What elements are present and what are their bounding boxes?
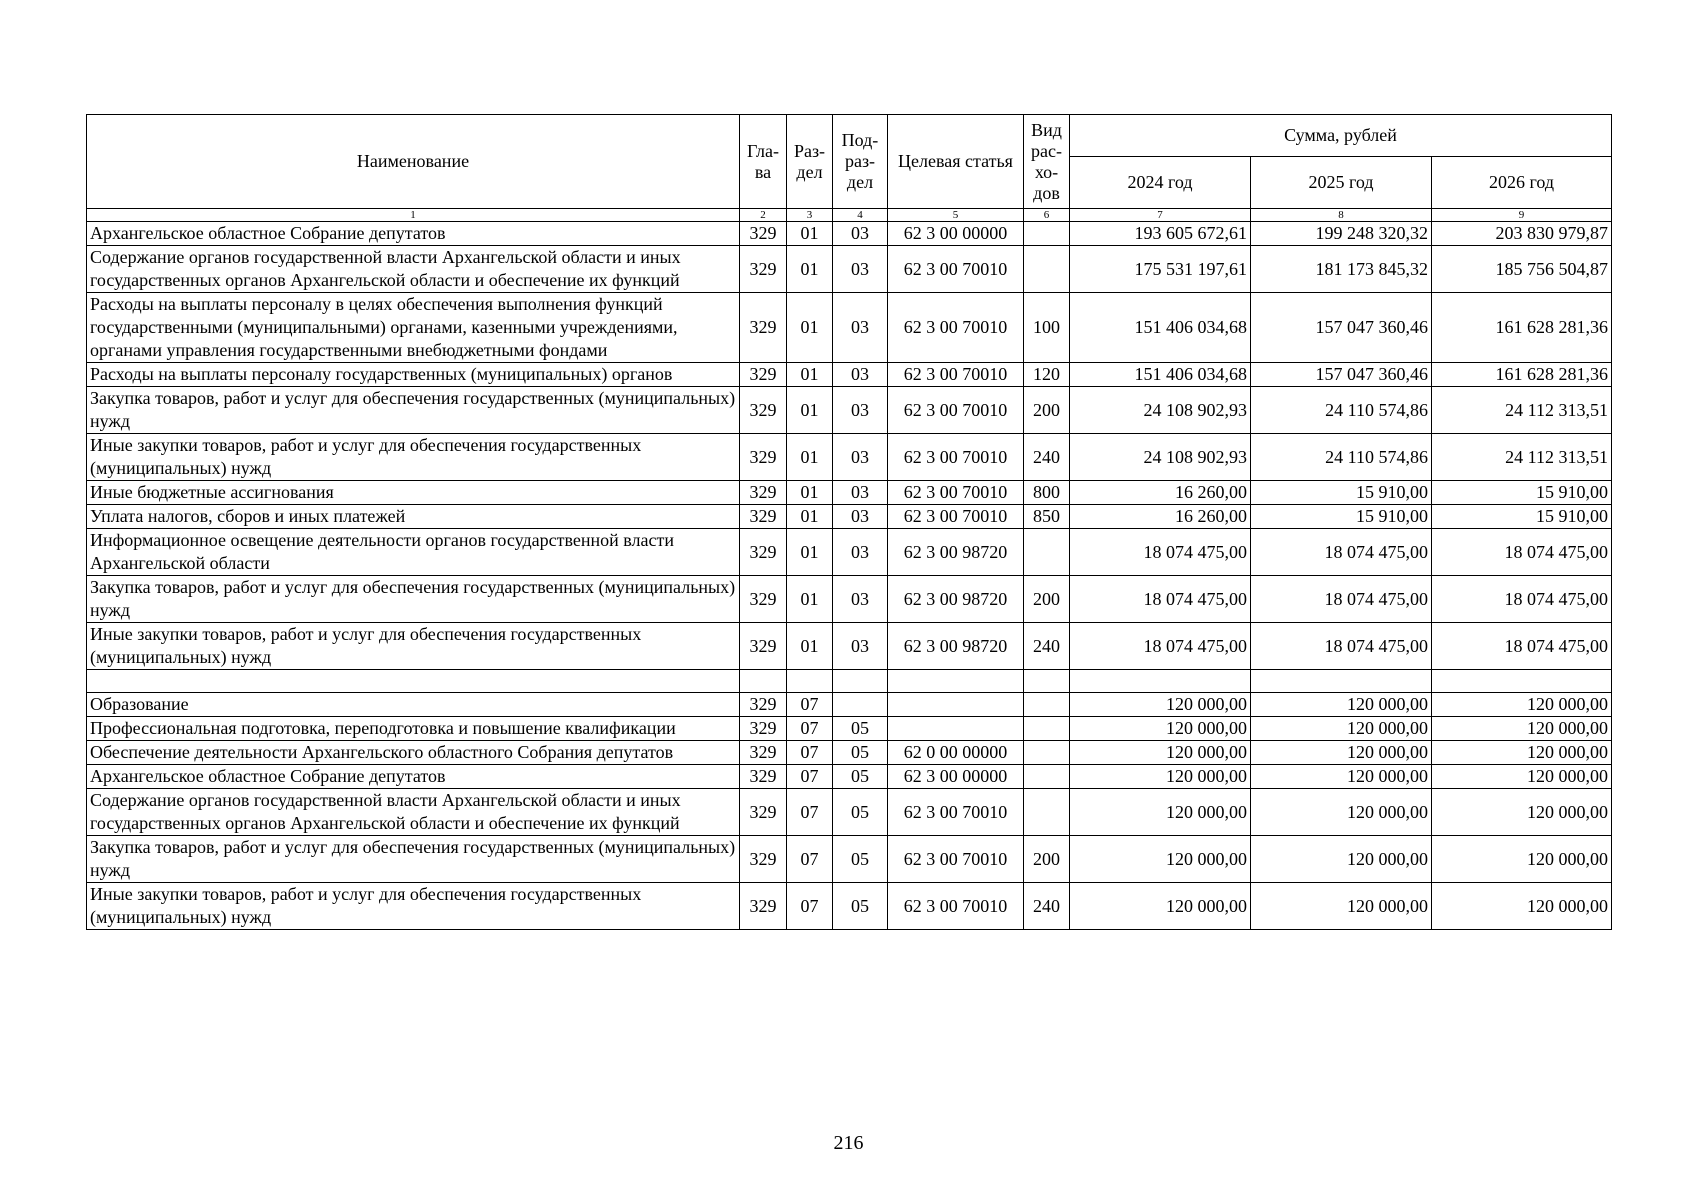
column-number: 2 [740, 209, 787, 222]
row-name-cell: Архангельское областное Собрание депутатов [87, 222, 740, 246]
row-vid-cell [1024, 693, 1070, 717]
column-number: 9 [1432, 209, 1612, 222]
row-name-cell: Иные закупки товаров, работ и услуг для обеспечения государственных (муниципальных) нужд [87, 883, 740, 930]
header-2026: 2026 год [1432, 157, 1612, 209]
row-sum-2026-cell: 203 830 979,87 [1432, 222, 1612, 246]
row-sum-2025-cell: 157 047 360,46 [1251, 363, 1432, 387]
row-podrazdel-cell: 03 [833, 363, 888, 387]
row-sum-2026-cell: 120 000,00 [1432, 741, 1612, 765]
row-razdel-cell: 01 [787, 623, 833, 670]
row-sum-2024-cell: 175 531 197,61 [1070, 246, 1251, 293]
table-row [87, 693, 1612, 717]
row-podrazdel-cell: 03 [833, 293, 888, 363]
row-glava-cell: 329 [740, 363, 787, 387]
row-sum-2024-cell: 120 000,00 [1070, 789, 1251, 836]
row-glava-cell: 329 [740, 293, 787, 363]
row-razdel-cell: 07 [787, 789, 833, 836]
row-name-cell: Закупка товаров, работ и услуг для обеспечения государственных (муниципальных) нужд [87, 576, 740, 623]
row-sum-2025-cell: 199 248 320,32 [1251, 222, 1432, 246]
row-vid-cell [1024, 222, 1070, 246]
header-podrazdel: Под-раз-дел [833, 115, 888, 209]
row-sum-2025-cell: 120 000,00 [1251, 693, 1432, 717]
row-podrazdel-cell: 03 [833, 387, 888, 434]
row-glava-cell: 329 [740, 789, 787, 836]
row-sum-2024-cell: 120 000,00 [1070, 765, 1251, 789]
row-podrazdel-cell: 03 [833, 576, 888, 623]
row-sum-2025-cell: 24 110 574,86 [1251, 387, 1432, 434]
column-number: 3 [787, 209, 833, 222]
row-glava-cell [740, 670, 787, 693]
row-vid-cell [1024, 717, 1070, 741]
row-vid-cell [1024, 765, 1070, 789]
row-sum-2026-cell: 18 074 475,00 [1432, 623, 1612, 670]
row-name-cell: Содержание органов государственной власти Архангельской области и иных государственных органов Архангельской области и обеспечение их функций [87, 789, 740, 836]
table-row [87, 623, 1612, 670]
row-celevaya-cell [888, 670, 1024, 693]
row-celevaya-cell: 62 3 00 00000 [888, 222, 1024, 246]
row-podrazdel-cell [833, 693, 888, 717]
row-sum-2025-cell: 18 074 475,00 [1251, 623, 1432, 670]
column-number: 5 [888, 209, 1024, 222]
row-razdel-cell: 07 [787, 836, 833, 883]
row-podrazdel-cell: 03 [833, 434, 888, 481]
row-vid-cell: 200 [1024, 836, 1070, 883]
row-sum-2025-cell: 157 047 360,46 [1251, 293, 1432, 363]
row-sum-2025-cell: 120 000,00 [1251, 883, 1432, 930]
row-razdel-cell: 01 [787, 505, 833, 529]
row-sum-2026-cell: 161 628 281,36 [1432, 363, 1612, 387]
row-sum-2024-cell: 18 074 475,00 [1070, 529, 1251, 576]
row-sum-2026-cell: 18 074 475,00 [1432, 529, 1612, 576]
row-vid-cell: 200 [1024, 387, 1070, 434]
row-glava-cell: 329 [740, 387, 787, 434]
table-row [87, 529, 1612, 576]
row-sum-2026-cell: 120 000,00 [1432, 717, 1612, 741]
row-podrazdel-cell: 03 [833, 623, 888, 670]
row-glava-cell: 329 [740, 434, 787, 481]
row-sum-2024-cell: 18 074 475,00 [1070, 576, 1251, 623]
row-glava-cell: 329 [740, 693, 787, 717]
row-vid-cell: 200 [1024, 576, 1070, 623]
table-row [87, 670, 1612, 693]
row-celevaya-cell: 62 3 00 70010 [888, 293, 1024, 363]
row-vid-cell: 240 [1024, 623, 1070, 670]
row-glava-cell: 329 [740, 741, 787, 765]
row-vid-cell: 240 [1024, 883, 1070, 930]
row-razdel-cell: 07 [787, 741, 833, 765]
row-sum-2025-cell: 18 074 475,00 [1251, 529, 1432, 576]
row-celevaya-cell [888, 693, 1024, 717]
row-sum-2025-cell: 15 910,00 [1251, 505, 1432, 529]
header-razdel: Раз-дел [787, 115, 833, 209]
row-celevaya-cell: 62 3 00 70010 [888, 363, 1024, 387]
table-row [87, 293, 1612, 363]
row-podrazdel-cell: 05 [833, 765, 888, 789]
row-name-cell: Содержание органов государственной власти Архангельской области и иных государственных органов Архангельской области и обеспечение их функций [87, 246, 740, 293]
row-name-cell: Информационное освещение деятельности органов государственной власти Архангельской области [87, 529, 740, 576]
table-row [87, 387, 1612, 434]
row-glava-cell: 329 [740, 836, 787, 883]
row-name-cell: Обеспечение деятельности Архангельского областного Собрания депутатов [87, 741, 740, 765]
row-razdel-cell: 01 [787, 481, 833, 505]
row-sum-2024-cell: 24 108 902,93 [1070, 387, 1251, 434]
table-row [87, 765, 1612, 789]
row-celevaya-cell: 62 3 00 98720 [888, 576, 1024, 623]
header-name: Наименование [87, 115, 740, 209]
row-sum-2024-cell: 120 000,00 [1070, 836, 1251, 883]
row-razdel-cell: 01 [787, 246, 833, 293]
row-glava-cell: 329 [740, 623, 787, 670]
row-glava-cell: 329 [740, 765, 787, 789]
column-number: 7 [1070, 209, 1251, 222]
table-row [87, 481, 1612, 505]
row-vid-cell [1024, 789, 1070, 836]
row-vid-cell: 100 [1024, 293, 1070, 363]
row-razdel-cell: 01 [787, 222, 833, 246]
row-sum-2024-cell: 24 108 902,93 [1070, 434, 1251, 481]
row-name-cell: Уплата налогов, сборов и иных платежей [87, 505, 740, 529]
row-razdel-cell: 01 [787, 434, 833, 481]
column-numbers-row [87, 209, 1612, 222]
row-sum-2026-cell: 15 910,00 [1432, 481, 1612, 505]
row-sum-2025-cell: 18 074 475,00 [1251, 576, 1432, 623]
row-sum-2024-cell: 18 074 475,00 [1070, 623, 1251, 670]
row-razdel-cell: 07 [787, 693, 833, 717]
row-vid-cell [1024, 741, 1070, 765]
row-glava-cell: 329 [740, 576, 787, 623]
row-name-cell: Иные закупки товаров, работ и услуг для обеспечения государственных (муниципальных) нужд [87, 434, 740, 481]
row-sum-2025-cell: 24 110 574,86 [1251, 434, 1432, 481]
row-razdel-cell [787, 670, 833, 693]
column-number: 8 [1251, 209, 1432, 222]
table-header [87, 115, 1612, 222]
row-name-cell: Профессиональная подготовка, переподготовка и повышение квалификации [87, 717, 740, 741]
row-sum-2024-cell: 16 260,00 [1070, 481, 1251, 505]
table-row [87, 717, 1612, 741]
row-sum-2026-cell: 161 628 281,36 [1432, 293, 1612, 363]
row-name-cell: Расходы на выплаты персоналу государственных (муниципальных) органов [87, 363, 740, 387]
row-sum-2024-cell: 120 000,00 [1070, 717, 1251, 741]
row-razdel-cell: 01 [787, 387, 833, 434]
row-glava-cell: 329 [740, 222, 787, 246]
row-celevaya-cell: 62 3 00 70010 [888, 505, 1024, 529]
row-name-cell: Закупка товаров, работ и услуг для обеспечения государственных (муниципальных) нужд [87, 836, 740, 883]
row-sum-2025-cell: 120 000,00 [1251, 789, 1432, 836]
header-vid: Вид рас-хо-дов [1024, 115, 1070, 209]
row-sum-2026-cell: 185 756 504,87 [1432, 246, 1612, 293]
row-sum-2026-cell [1432, 670, 1612, 693]
row-name-cell: Архангельское областное Собрание депутатов [87, 765, 740, 789]
row-podrazdel-cell: 05 [833, 741, 888, 765]
row-sum-2026-cell: 15 910,00 [1432, 505, 1612, 529]
table-row [87, 836, 1612, 883]
row-celevaya-cell: 62 3 00 98720 [888, 623, 1024, 670]
row-glava-cell: 329 [740, 505, 787, 529]
row-podrazdel-cell: 05 [833, 883, 888, 930]
row-vid-cell: 800 [1024, 481, 1070, 505]
row-sum-2024-cell: 16 260,00 [1070, 505, 1251, 529]
row-vid-cell [1024, 529, 1070, 576]
row-glava-cell: 329 [740, 246, 787, 293]
row-sum-2024-cell: 151 406 034,68 [1070, 363, 1251, 387]
row-razdel-cell: 01 [787, 363, 833, 387]
row-sum-2024-cell [1070, 670, 1251, 693]
row-vid-cell: 240 [1024, 434, 1070, 481]
row-celevaya-cell: 62 3 00 98720 [888, 529, 1024, 576]
row-glava-cell: 329 [740, 717, 787, 741]
row-sum-2025-cell: 120 000,00 [1251, 765, 1432, 789]
row-celevaya-cell: 62 3 00 70010 [888, 481, 1024, 505]
row-glava-cell: 329 [740, 529, 787, 576]
row-sum-2026-cell: 120 000,00 [1432, 883, 1612, 930]
table-row [87, 789, 1612, 836]
row-sum-2025-cell: 181 173 845,32 [1251, 246, 1432, 293]
table-row [87, 246, 1612, 293]
row-sum-2026-cell: 24 112 313,51 [1432, 434, 1612, 481]
row-vid-cell [1024, 670, 1070, 693]
table-row [87, 883, 1612, 930]
row-podrazdel-cell [833, 670, 888, 693]
row-name-cell: Иные бюджетные ассигнования [87, 481, 740, 505]
row-name-cell: Иные закупки товаров, работ и услуг для обеспечения государственных (муниципальных) нужд [87, 623, 740, 670]
row-sum-2026-cell: 24 112 313,51 [1432, 387, 1612, 434]
row-glava-cell: 329 [740, 481, 787, 505]
column-number: 1 [87, 209, 740, 222]
table-row [87, 576, 1612, 623]
row-name-cell [87, 670, 740, 693]
row-sum-2024-cell: 151 406 034,68 [1070, 293, 1251, 363]
row-podrazdel-cell: 05 [833, 789, 888, 836]
row-sum-2024-cell: 120 000,00 [1070, 693, 1251, 717]
row-sum-2025-cell: 120 000,00 [1251, 836, 1432, 883]
header-celevaya: Целевая статья [888, 115, 1024, 209]
row-celevaya-cell: 62 3 00 70010 [888, 246, 1024, 293]
row-razdel-cell: 01 [787, 576, 833, 623]
row-celevaya-cell: 62 3 00 70010 [888, 883, 1024, 930]
row-celevaya-cell: 62 3 00 70010 [888, 434, 1024, 481]
table-row [87, 363, 1612, 387]
row-razdel-cell: 07 [787, 883, 833, 930]
header-2024: 2024 год [1070, 157, 1251, 209]
row-sum-2024-cell: 120 000,00 [1070, 883, 1251, 930]
table-row [87, 505, 1612, 529]
row-glava-cell: 329 [740, 883, 787, 930]
row-podrazdel-cell: 03 [833, 222, 888, 246]
row-vid-cell [1024, 246, 1070, 293]
budget-table [86, 114, 1612, 930]
row-sum-2025-cell: 120 000,00 [1251, 717, 1432, 741]
column-number: 6 [1024, 209, 1070, 222]
page-number: 216 [833, 1132, 864, 1154]
header-2025: 2025 год [1251, 157, 1432, 209]
row-name-cell: Образование [87, 693, 740, 717]
row-sum-2026-cell: 120 000,00 [1432, 789, 1612, 836]
row-name-cell: Расходы на выплаты персоналу в целях обеспечения выполнения функций государственными (муниципальными) органами, казенными учреждениями, органами управления государственными внебюджетными фондами [87, 293, 740, 363]
row-sum-2024-cell: 120 000,00 [1070, 741, 1251, 765]
table-row [87, 741, 1612, 765]
row-razdel-cell: 07 [787, 717, 833, 741]
table-row [87, 434, 1612, 481]
row-sum-2025-cell: 15 910,00 [1251, 481, 1432, 505]
row-razdel-cell: 01 [787, 529, 833, 576]
row-podrazdel-cell: 05 [833, 717, 888, 741]
table-body [87, 222, 1612, 930]
row-celevaya-cell [888, 717, 1024, 741]
row-celevaya-cell: 62 0 00 00000 [888, 741, 1024, 765]
row-podrazdel-cell: 03 [833, 529, 888, 576]
row-razdel-cell: 01 [787, 293, 833, 363]
row-sum-2025-cell [1251, 670, 1432, 693]
header-sum: Сумма, рублей [1070, 115, 1612, 157]
row-podrazdel-cell: 05 [833, 836, 888, 883]
row-podrazdel-cell: 03 [833, 481, 888, 505]
row-celevaya-cell: 62 3 00 70010 [888, 387, 1024, 434]
row-podrazdel-cell: 03 [833, 246, 888, 293]
row-sum-2025-cell: 120 000,00 [1251, 741, 1432, 765]
row-podrazdel-cell: 03 [833, 505, 888, 529]
table-row [87, 222, 1612, 246]
row-razdel-cell: 07 [787, 765, 833, 789]
column-number: 4 [833, 209, 888, 222]
row-vid-cell: 120 [1024, 363, 1070, 387]
row-celevaya-cell: 62 3 00 00000 [888, 765, 1024, 789]
row-sum-2026-cell: 120 000,00 [1432, 765, 1612, 789]
row-sum-2024-cell: 193 605 672,61 [1070, 222, 1251, 246]
row-vid-cell: 850 [1024, 505, 1070, 529]
row-sum-2026-cell: 18 074 475,00 [1432, 576, 1612, 623]
row-celevaya-cell: 62 3 00 70010 [888, 789, 1024, 836]
row-sum-2026-cell: 120 000,00 [1432, 693, 1612, 717]
row-celevaya-cell: 62 3 00 70010 [888, 836, 1024, 883]
row-name-cell: Закупка товаров, работ и услуг для обеспечения государственных (муниципальных) нужд [87, 387, 740, 434]
row-sum-2026-cell: 120 000,00 [1432, 836, 1612, 883]
header-glava: Гла-ва [740, 115, 787, 209]
